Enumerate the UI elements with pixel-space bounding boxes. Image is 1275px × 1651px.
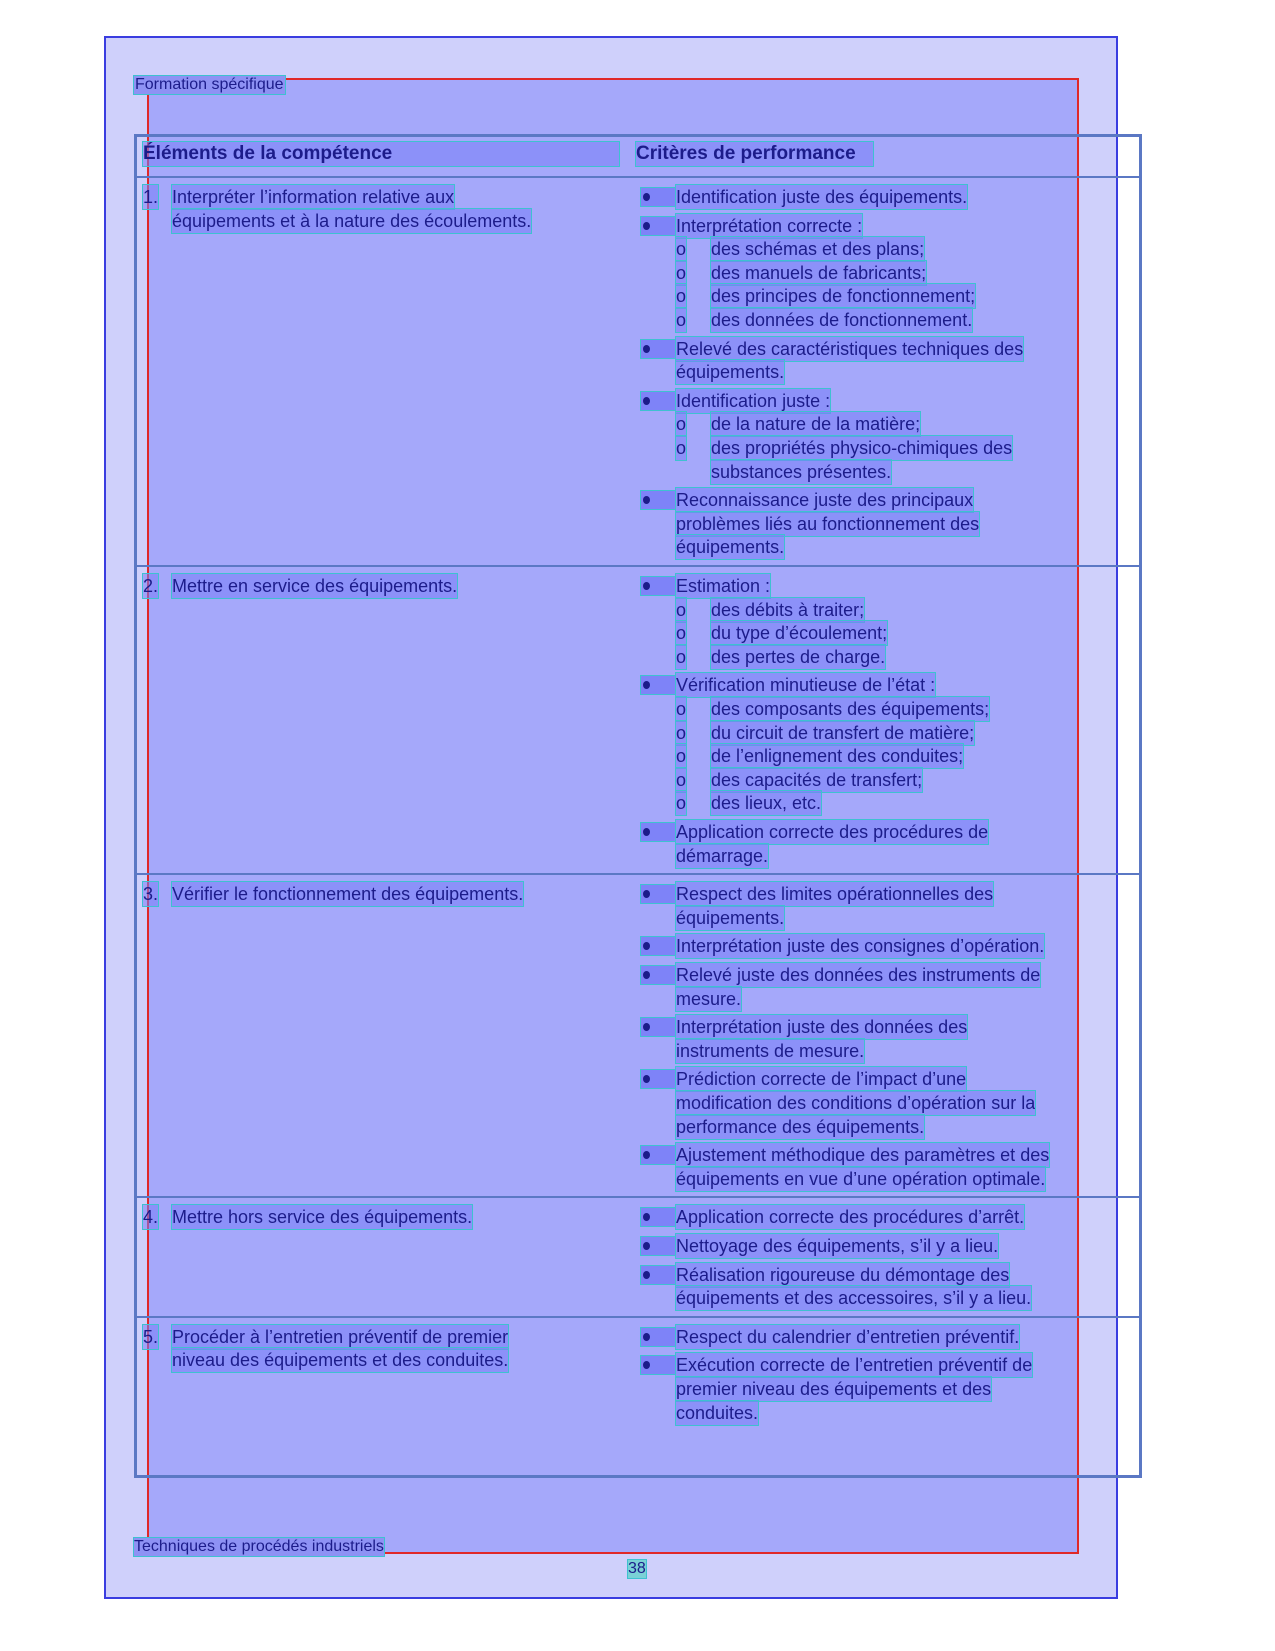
row-number: 5. [143, 1326, 159, 1347]
criterion-line: Relevé des caractéristiques techniques des [676, 338, 1024, 359]
sub-criterion-line: du type d’écoulement; [711, 623, 888, 644]
bullet-icon [641, 188, 675, 206]
sub-criterion-line: des capacités de transfert; [711, 769, 923, 790]
sub-criterion-line: des composants des équipements; [711, 699, 990, 719]
bullet-icon [641, 937, 675, 955]
sub-bullet-marker: o [676, 239, 687, 260]
bullet-icon [641, 392, 675, 410]
criterion-line: Vérification minutieuse de l’état : [676, 675, 936, 696]
table-row-divider [134, 1316, 1142, 1318]
bullet-icon [641, 1356, 675, 1374]
criterion-line: démarrage. [676, 845, 769, 866]
criterion-line: mesure. [676, 988, 742, 1009]
sub-bullet-marker: o [676, 722, 687, 743]
table-row-divider [134, 1196, 1142, 1198]
sub-criterion-line: des propriétés physico-chimiques des [711, 438, 1013, 458]
competence-element-line: Interpréter l’information relative aux [172, 187, 455, 207]
competence-element-line: Vérifier le fonctionnement des équipements. [172, 884, 524, 905]
sub-bullet-marker: o [676, 438, 687, 458]
bullet-icon [641, 340, 675, 358]
column-header-criteria: Critères de performance [636, 142, 873, 166]
criterion-line: Ajustement méthodique des paramètres et des [676, 1145, 1050, 1166]
criterion-line: Relevé juste des données des instruments de [676, 965, 1041, 985]
row-number: 3. [143, 884, 159, 905]
bullet-icon [641, 1018, 675, 1036]
competence-element-line: Procéder à l’entretien préventif de premier [172, 1326, 509, 1347]
criterion-line: Exécution correcte de l’entretien préventif de [676, 1355, 1033, 1376]
bullet-icon [641, 823, 675, 841]
table-divider [134, 176, 1142, 178]
competence-element-line: niveau des équipements et des conduites. [172, 1350, 509, 1371]
bullet-icon [641, 1146, 675, 1164]
bullet-icon [641, 1266, 675, 1284]
column-header-elements: Éléments de la compétence [143, 142, 619, 166]
criterion-line: Respect des limites opérationnelles des [676, 884, 994, 905]
sub-criterion-line: des lieux, etc. [711, 793, 822, 814]
row-number: 1. [143, 187, 159, 207]
section-header: Formation spécifique [135, 76, 284, 93]
criterion-line: conduites. [676, 1402, 759, 1423]
sub-criterion-line: des principes de fonctionnement; [711, 286, 976, 307]
sub-criterion-line: des débits à traiter; [711, 599, 865, 620]
bullet-icon [641, 676, 675, 694]
sub-bullet-marker: o [676, 414, 687, 435]
criterion-line: Interprétation juste des données des [676, 1017, 968, 1038]
bullet-icon [641, 966, 675, 984]
sub-bullet-marker: o [676, 286, 687, 307]
criterion-line: Nettoyage des équipements, s’il y a lieu. [676, 1236, 999, 1256]
criterion-line: équipements. [676, 907, 785, 928]
table-row-divider [134, 565, 1142, 567]
criterion-line: performance des équipements. [676, 1116, 925, 1137]
bullet-icon [641, 1208, 675, 1226]
criterion-line: équipements et des accessoires, s’il y a lieu. [676, 1288, 1032, 1309]
sub-criterion-line: du circuit de transfert de matière; [711, 722, 975, 743]
footer-title: Techniques de procédés industriels [134, 1538, 384, 1555]
criterion-line: Réalisation rigoureuse du démontage des [676, 1264, 1010, 1285]
sub-bullet-marker: o [676, 646, 687, 667]
sub-bullet-marker: o [676, 262, 687, 283]
criterion-line: Application correcte des procédures d’arrêt. [676, 1207, 1025, 1228]
criterion-line: équipements. [676, 537, 785, 558]
bullet-icon [641, 491, 675, 509]
criterion-line: modification des conditions d’opération sur la [676, 1093, 1036, 1113]
sub-bullet-marker: o [676, 599, 687, 620]
criterion-line: instruments de mesure. [676, 1040, 865, 1061]
bullet-icon [641, 1070, 675, 1088]
page-number: 38 [628, 1560, 646, 1577]
criterion-line: Application correcte des procédures de [676, 822, 989, 842]
sub-bullet-marker: o [676, 769, 687, 790]
criterion-line: premier niveau des équipements et des [676, 1379, 992, 1399]
bullet-icon [641, 217, 675, 235]
bullet-icon [641, 1328, 675, 1346]
row-number: 2. [143, 576, 159, 596]
sub-bullet-marker: o [676, 699, 687, 719]
sub-criterion-line: des pertes de charge. [711, 646, 886, 667]
sub-criterion-line: des schémas et des plans; [711, 239, 925, 260]
competence-element-line: équipements et à la nature des écoulements. [172, 210, 532, 231]
criterion-line: équipements en vue d’une opération optimale. [676, 1168, 1046, 1189]
sub-criterion-line: de l’enlignement des conduites; [711, 746, 964, 767]
criterion-line: Interprétation correcte : [676, 215, 863, 236]
sub-bullet-marker: o [676, 310, 687, 330]
criterion-line: Prédiction correcte de l’impact d’une [676, 1069, 967, 1090]
bullet-icon [641, 1237, 675, 1255]
sub-bullet-marker: o [676, 746, 687, 767]
sub-criterion-line: substances présentes. [711, 461, 892, 482]
criterion-line: Estimation : [676, 576, 771, 596]
criterion-line: Identification juste des équipements. [676, 187, 968, 207]
sub-bullet-marker: o [676, 793, 687, 814]
competence-element-line: Mettre en service des équipements. [172, 576, 458, 596]
bullet-icon [641, 577, 675, 595]
sub-criterion-line: des données de fonctionnement. [711, 310, 973, 330]
sub-criterion-line: de la nature de la matière; [711, 414, 921, 435]
criterion-line: Identification juste : [676, 390, 831, 411]
criterion-line: problèmes liés au fonctionnement des [676, 513, 980, 534]
sub-bullet-marker: o [676, 623, 687, 644]
row-number: 4. [143, 1207, 159, 1228]
criterion-line: Reconnaissance juste des principaux [676, 490, 974, 511]
table-row-divider [134, 873, 1142, 875]
criterion-line: Interprétation juste des consignes d’opération. [676, 936, 1045, 957]
sub-criterion-line: des manuels de fabricants; [711, 262, 927, 283]
competence-element-line: Mettre hors service des équipements. [172, 1207, 473, 1228]
criterion-line: équipements. [676, 362, 785, 383]
criterion-line: Respect du calendrier d’entretien préventif. [676, 1326, 1020, 1347]
bullet-icon [641, 885, 675, 903]
